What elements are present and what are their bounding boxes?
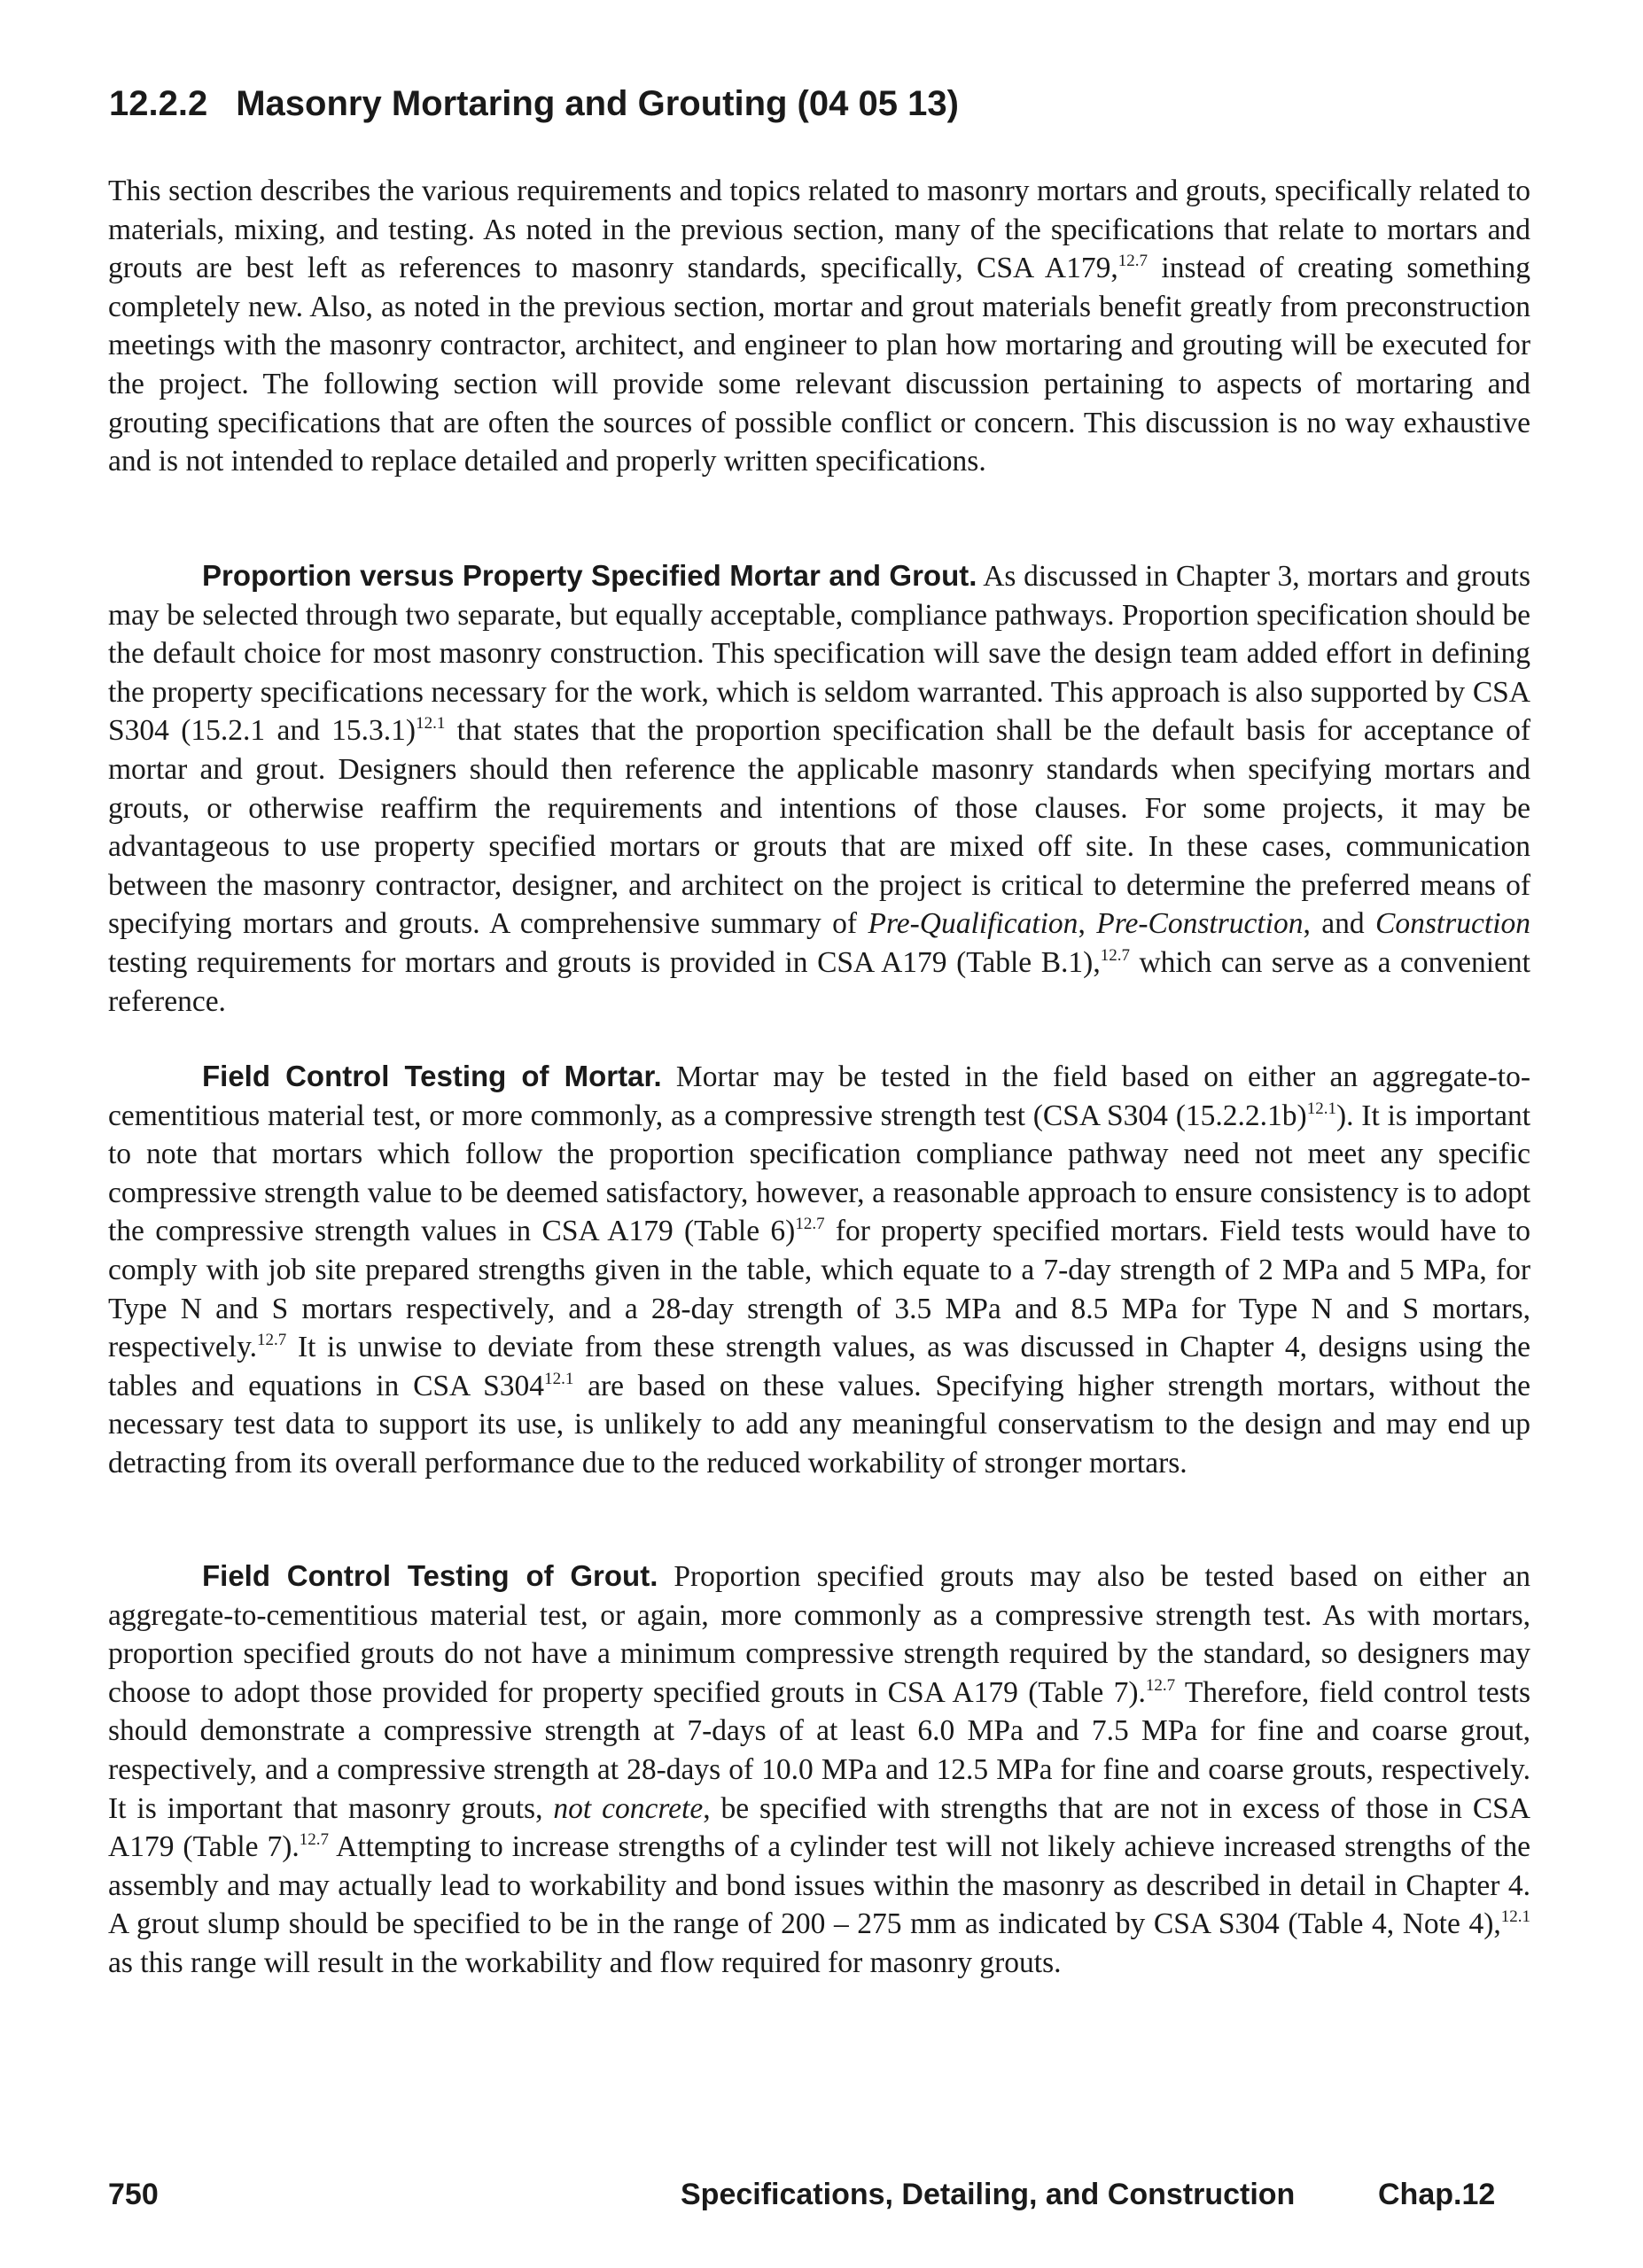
run-in-heading: Field Control Testing of Mortar. [202,1060,662,1092]
reference-superscript: 12.7 [1117,252,1148,271]
reference-superscript: 12.7 [1100,945,1130,965]
paragraph-proportion-vs-property [108,556,1530,1021]
section-heading [109,82,1527,126]
paragraph-text: , [1078,907,1097,941]
paragraph-text: for property specified mortars. Field tests would have to comply with job site prepared strengths given in the table, which equate to a 7-day strength of 2 MPa and 5 MPa, for Type N and S mortars respectively, and a 28-day strength of 3.5 MPa and 8.5 MPa for Type N and S mortars, respectively. [108,1215,1531,1364]
paragraph-text: which can serve as a convenient reference. [108,945,1530,1018]
italic-term: not concrete [553,1791,704,1825]
paragraph-text: Mortar may be tested in the field based on either an aggregate-to-cementitious material test, or more commonly, as a compressive strength test (CSA S304 (15.2.2.1b) [108,1060,1531,1132]
italic-term: Pre-Construction [1096,907,1304,941]
paragraph-text: that states that the proportion specification shall be the default basis for acceptance of mortar and grout. Designers should then reference the applicable masonry standards when specifying mortars and grouts, or otherwise reaffirm the requirements and intentions of those clauses. For some projects, it may be advantageous to use property specified mortars or grouts that are mixed off site. In these cases, communication between the masonry contractor, designer, and architect on the project is critical to determine the preferred means of specifying mortars and grouts. A comprehensive summary of [108,714,1531,941]
paragraph-text: are based on these values. Specifying higher strength mortars, without the necessary test data to support its use, is unlikely to add any meaningful conservatism to the design and may end up detracting from its overall performance due to the reduced workability of stronger mortars. [108,1369,1530,1480]
reference-superscript: 12.1 [1306,1099,1336,1118]
paragraph-text: testing requirements for mortars and grouts is provided in CSA A179 (Table B.1), [108,945,1101,979]
italic-term: Pre-Qualification [868,907,1078,941]
run-in-heading: Field Control Testing of Grout. [202,1559,658,1592]
section-number: 12.2.2 [109,84,208,123]
paragraph-text: This section describes the various requirements and topics related to masonry mortars and grouts, specifically related to materials, mixing, and testing. As noted in the previous section, many of the specifications that relate to mortars and grouts are best left as references to masonry standards, specifically, CSA A179, [108,175,1530,285]
reference-superscript: 12.7 [1145,1675,1176,1695]
paragraph-mortar-testing [108,1057,1530,1483]
chapter-label: Chap.12 [1378,2178,1496,2211]
paragraph-text: as this range will result in the workability and flow required for masonry grouts. [108,1946,1062,1979]
page-number: 750 [108,2178,159,2211]
paragraph-text: , be specified with strengths that are not in excess of those in CSA A179 (Table 7). [108,1791,1530,1864]
reference-superscript: 12.7 [257,1331,287,1350]
reference-superscript: 12.1 [416,714,446,734]
paragraph-text: , and [1303,907,1376,941]
paragraph-text: As discussed in Chapter 3, mortars and grouts may be selected through two separate, but equally acceptable, compliance pathways. Proportion specification should be the default choice for most masonry construction. This specification will save the design team added effort in defining the property specifications necessary for the work, which is seldom warranted. This approach is also supported by CSA S304 (15.2.1 and 15.3.1) [108,560,1530,748]
section-title: Masonry Mortaring and Grouting (04 05 13) [236,84,959,123]
paragraph-text: It is unwise to deviate from these strength values, as was discussed in Chapter 4, designs using the tables and equations in CSA S304 [108,1331,1530,1402]
paragraph-text: Proportion specified grouts may also be tested based on either an aggregate-to-cementitious material test, or again, more commonly as a compressive strength test. As with mortars, proportion specified grouts do not have a minimum compressive strength required by the standard, so designers may choose to adopt those provided for property specified grouts in CSA A179 (Table 7). [108,1560,1530,1709]
running-footer-title: Specifications, Detailing, and Construction [681,2178,1296,2211]
paragraph-text: Attempting to increase strengths of a cylinder test will not likely achieve increased strengths of the assembly and may actually lead to workability and bond issues within the masonry as described in detail in Chapter 4. A grout slump should be specified to be in the range of 200 – 275 mm as indicated by CSA S304 (Table 4, Note 4), [108,1830,1530,1941]
paragraph-text: Therefore, field control tests should demonstrate a compressive strength at 7-days of at least 6.0 MPa and 7.5 MPa for fine and coarse grout, respectively, and a compressive strength at 28-days of 10.0 MPa and 12.5 MPa for fine and coarse grouts, respectively. It is important that masonry grouts, [108,1675,1530,1825]
reference-superscript: 12.1 [544,1369,574,1388]
reference-superscript: 12.7 [299,1830,330,1850]
paragraph-text: ). It is important to note that mortars which follow the proportion specification compliance pathway need not meet any specific compressive strength value to be deemed satisfactory, however, a reasonable approach to ensure consistency is to adopt the compressive strength values in CSA A179 (Table 6) [108,1099,1531,1248]
reference-superscript: 12.1 [1500,1907,1530,1927]
paragraph-text: instead of creating something completely new. Also, as noted in the previous section, mortar and grout materials benefit greatly from preconstruction meetings with the masonry contractor, architect, and engineer to plan how mortaring and grouting will be executed for the project. The following section will provide some relevant discussion pertaining to aspects of mortaring and grouting specifications that are often the sources of possible conflict or concern. This discussion is no way exhaustive and is not intended to replace detailed and properly written specifications. [108,252,1530,478]
reference-superscript: 12.7 [795,1215,825,1234]
paragraph-intro [108,172,1530,481]
paragraph-grout-testing [108,1557,1530,1983]
run-in-heading: Proportion versus Property Specified Mortar and Grout. [202,559,977,592]
italic-term: Construction [1375,907,1531,941]
